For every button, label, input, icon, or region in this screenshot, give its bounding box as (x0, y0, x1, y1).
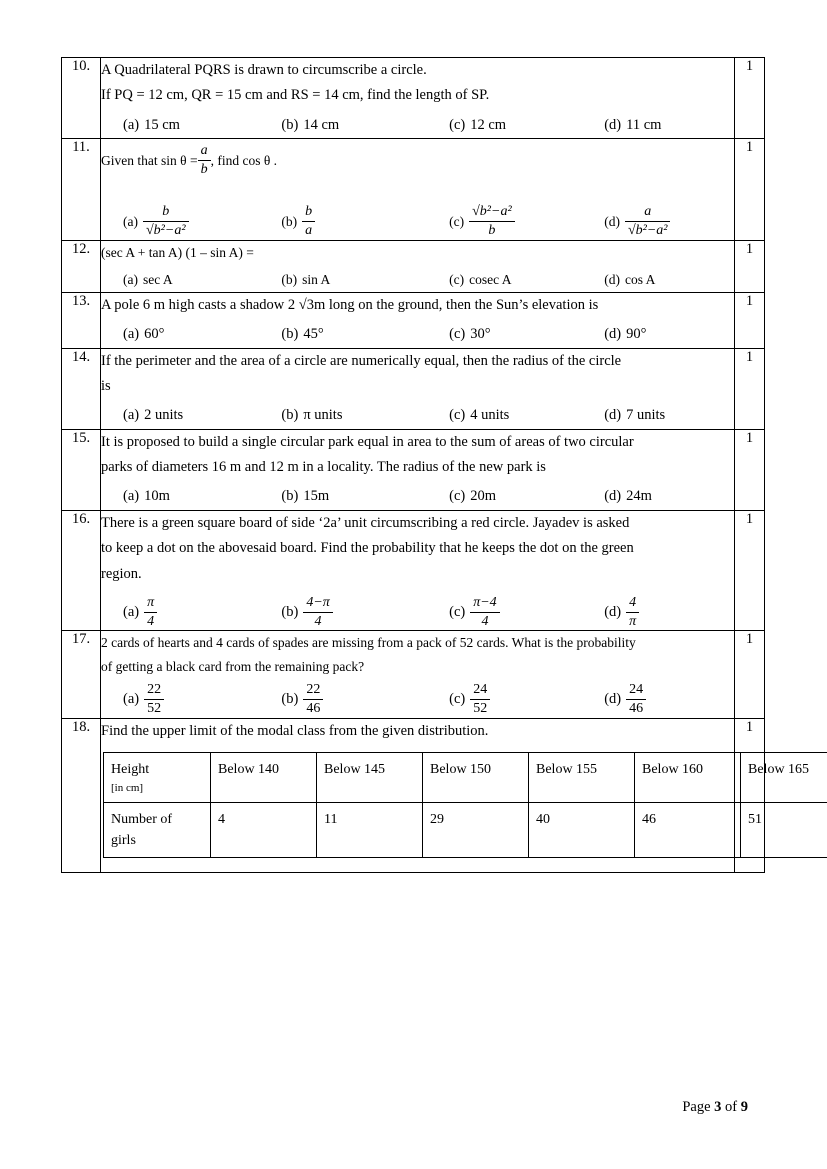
fraction-numerator: π (144, 595, 157, 613)
stem-suffix: , find cos θ . (210, 152, 278, 168)
fraction-numerator: 4−π (303, 595, 332, 613)
distribution-value-cell: 11 (317, 803, 423, 858)
question-stem-line: A Quadrilateral PQRS is drawn to circumscribe a circle. (101, 62, 427, 78)
distribution-header-cell: Below 160 (635, 752, 741, 803)
options-row (101, 484, 734, 509)
option-label: (c) (449, 116, 466, 133)
fraction-numerator: 22 (303, 682, 323, 700)
question-body (101, 510, 735, 630)
question-body (101, 240, 735, 292)
option-text: 15m (303, 488, 330, 505)
stem-fraction (198, 143, 211, 178)
option-label: (a) (123, 326, 140, 343)
option-text: cosec A (469, 272, 512, 288)
option-label: (c) (449, 691, 466, 708)
option-label: (c) (449, 326, 466, 343)
option-d[interactable] (604, 682, 734, 717)
option-c[interactable] (449, 113, 604, 138)
question-row-14 (62, 348, 765, 429)
option-label: (d) (604, 603, 622, 620)
question-marks: 1 (735, 510, 765, 630)
option-fraction (303, 682, 323, 717)
question-number: 11. (62, 139, 101, 240)
distribution-header-row (104, 752, 827, 803)
option-label: (b) (281, 272, 298, 288)
option-d[interactable] (604, 403, 734, 428)
option-fraction (626, 595, 639, 630)
option-a[interactable] (101, 204, 281, 239)
distribution-value-cell: 46 (635, 803, 741, 858)
option-b[interactable] (281, 682, 449, 717)
option-fraction (469, 204, 515, 239)
question-stem-line: is (101, 377, 111, 394)
distribution-header-cell: Below 140 (211, 752, 317, 803)
row-header-line1: Number of (111, 812, 173, 828)
option-c[interactable] (449, 322, 604, 347)
option-d[interactable] (604, 484, 734, 509)
footer-total-pages: 9 (740, 1099, 748, 1115)
option-fraction (143, 204, 189, 239)
option-c[interactable] (449, 595, 604, 630)
question-body (101, 348, 735, 429)
option-label: (d) (604, 116, 622, 133)
option-b[interactable] (281, 403, 449, 428)
question-body (101, 58, 735, 139)
option-label: (d) (604, 214, 620, 230)
option-a[interactable] (101, 403, 281, 428)
option-d[interactable] (604, 322, 734, 347)
option-label: (a) (123, 116, 140, 133)
option-label: (b) (281, 603, 299, 620)
option-label: (d) (604, 488, 622, 505)
fraction-denominator: √b²−a² (627, 223, 668, 239)
question-row-18 (62, 718, 765, 873)
distribution-value-cell: 29 (423, 803, 529, 858)
option-d[interactable] (604, 113, 734, 138)
option-text: cos A (624, 272, 656, 288)
fraction-denominator: 46 (629, 701, 644, 717)
question-stem-line: of getting a black card from the remaining pack? (101, 658, 365, 674)
option-b[interactable] (281, 268, 449, 292)
option-b[interactable] (281, 113, 449, 138)
option-fraction (144, 682, 164, 717)
fraction-numerator: √b²−a² (469, 204, 515, 222)
question-row-12 (62, 240, 765, 292)
option-c[interactable] (449, 682, 604, 717)
option-d[interactable] (604, 204, 734, 239)
option-label: (a) (123, 272, 138, 288)
option-text: 7 units (626, 407, 666, 424)
fraction-denominator: 52 (147, 701, 162, 717)
option-label: (a) (123, 603, 140, 620)
option-label: (c) (449, 603, 466, 620)
distribution-header-cell: Below 145 (317, 752, 423, 803)
question-stem-line: 2 cards of hearts and 4 cards of spades are missing from a pack of 52 cards. What is the probability (101, 635, 636, 651)
option-label: (c) (449, 272, 465, 288)
fraction-numerator: 22 (144, 682, 164, 700)
question-stem-line: A pole 6 m high casts a shadow 2 √3m long on the ground, then the Sun’s elevation is (101, 296, 599, 313)
option-fraction (303, 595, 332, 630)
option-d[interactable] (604, 268, 734, 292)
question-marks: 1 (735, 58, 765, 139)
option-label: (a) (123, 214, 138, 230)
question-stem-line: There is a green square board of side ‘2a’ unit circumscribing a red circle. Jayadev is asked (101, 514, 630, 531)
footer-page-number: 3 (714, 1099, 722, 1115)
question-stem-line: (sec A + tan A) (1 – sin A) = (101, 244, 254, 260)
option-fraction (144, 595, 157, 630)
distribution-value-cell: 40 (529, 803, 635, 858)
options-row (101, 595, 734, 630)
question-number: 13. (62, 292, 101, 348)
distribution-table (103, 752, 827, 859)
option-fraction (626, 682, 646, 717)
fraction-denominator: π (629, 613, 637, 629)
distribution-row-header (104, 803, 211, 858)
option-label: (a) (123, 407, 140, 424)
options-row (101, 322, 734, 347)
option-b[interactable] (281, 484, 449, 509)
page-footer (682, 1099, 748, 1116)
option-label: (a) (123, 488, 140, 505)
row-header-line2: [in cm] (111, 781, 144, 794)
options-row (101, 204, 734, 239)
fraction-numerator: 24 (626, 682, 646, 700)
distribution-value-cell: 4 (211, 803, 317, 858)
question-stem-line (101, 139, 734, 180)
question-stem-line: It is proposed to build a single circular park equal in area to the sum of areas of two circular (101, 433, 634, 450)
question-marks: 1 (735, 139, 765, 240)
question-row-10 (62, 58, 765, 139)
stem-prefix: Given that sin θ = (101, 152, 198, 168)
option-text: sec A (142, 272, 173, 288)
question-row-17 (62, 631, 765, 718)
question-number: 14. (62, 348, 101, 429)
option-label: (b) (281, 326, 299, 343)
question-stem-line: If the perimeter and the area of a circle are numerically equal, then the radius of the circle (101, 352, 622, 369)
question-stem-line: parks of diameters 16 m and 12 m in a locality. The radius of the new park is (101, 459, 546, 475)
option-text: 60° (144, 326, 165, 343)
option-fraction (470, 682, 490, 717)
options-row (101, 113, 734, 138)
option-text: 90° (626, 326, 647, 343)
question-stem-line: If PQ = 12 cm, QR = 15 cm and RS = 14 cm, find the length of SP. (101, 87, 490, 104)
question-number: 16. (62, 510, 101, 630)
fraction-denominator: a (305, 223, 313, 239)
option-b[interactable] (281, 322, 449, 347)
question-row-16 (62, 510, 765, 630)
option-text: 2 units (144, 407, 184, 424)
question-stem-line: Find the upper limit of the modal class from the given distribution. (101, 722, 489, 739)
option-a[interactable] (101, 682, 281, 717)
footer-prefix: Page (682, 1099, 715, 1115)
option-text: sin A (302, 272, 331, 288)
fraction-numerator: b (302, 204, 315, 222)
option-b[interactable] (281, 204, 449, 239)
option-a[interactable] (101, 268, 281, 292)
option-text: 24m (626, 488, 652, 505)
option-a[interactable] (101, 113, 281, 138)
question-number: 10. (62, 58, 101, 139)
distribution-header-cell: Below 155 (529, 752, 635, 803)
option-c[interactable] (449, 204, 604, 239)
option-label: (b) (281, 691, 299, 708)
distribution-header-cell: Below 165 (741, 752, 827, 803)
questions-table (61, 57, 810, 873)
fraction-numerator: π−4 (470, 595, 499, 613)
option-label: (c) (449, 488, 466, 505)
footer-middle: of (721, 1099, 741, 1115)
question-marks: 1 (735, 718, 765, 873)
option-label: (b) (281, 116, 299, 133)
fraction-numerator: b (143, 204, 189, 222)
option-fraction (302, 204, 315, 239)
question-body (101, 429, 735, 510)
option-label: (d) (604, 407, 622, 424)
option-text: 20m (470, 488, 496, 505)
option-text: 14 cm (303, 116, 340, 133)
option-c[interactable] (449, 268, 604, 292)
row-header-line1: Height (111, 761, 150, 777)
option-text: π units (303, 407, 343, 424)
question-body (101, 139, 735, 240)
fraction-denominator: √b²−a² (145, 223, 186, 239)
option-label: (a) (123, 691, 140, 708)
option-d[interactable] (604, 595, 734, 630)
question-number: 18. (62, 718, 101, 873)
fraction-denominator: 4 (147, 613, 155, 629)
question-number: 15. (62, 429, 101, 510)
distribution-value-row (104, 803, 827, 858)
fraction-numerator: a (198, 143, 211, 161)
options-row (101, 268, 734, 292)
fraction-denominator: 52 (473, 701, 488, 717)
option-label: (c) (449, 214, 465, 230)
option-label: (b) (281, 214, 298, 230)
question-marks: 1 (735, 292, 765, 348)
option-c[interactable] (449, 403, 604, 428)
fraction-numerator: 4 (626, 595, 639, 613)
question-body (101, 718, 810, 873)
fraction-denominator: 46 (306, 701, 321, 717)
option-a[interactable] (101, 595, 281, 630)
options-row (101, 682, 734, 717)
question-marks: 1 (735, 348, 765, 429)
distribution-value-cell: 51 (741, 803, 827, 858)
option-fraction (625, 204, 671, 239)
fraction-denominator: 4 (481, 613, 489, 629)
option-text: 11 cm (626, 116, 662, 133)
fraction-numerator: a (625, 204, 671, 222)
option-fraction (470, 595, 499, 630)
option-label: (b) (281, 407, 299, 424)
question-number: 12. (62, 240, 101, 292)
question-row-13 (62, 292, 765, 348)
option-text: 12 cm (470, 116, 507, 133)
question-body (101, 292, 735, 348)
question-marks: 1 (735, 631, 765, 718)
question-row-11 (62, 139, 765, 240)
fraction-denominator: 4 (314, 613, 322, 629)
option-label: (c) (449, 407, 466, 424)
option-label: (d) (604, 326, 622, 343)
options-row (101, 403, 734, 428)
distribution-row-header (104, 752, 211, 803)
distribution-header-cell: Below 150 (423, 752, 529, 803)
option-text: 15 cm (144, 116, 180, 133)
option-label: (b) (281, 488, 299, 505)
question-marks: 1 (735, 240, 765, 292)
fraction-numerator: 24 (470, 682, 490, 700)
question-stem-line: region. (101, 565, 142, 582)
question-stem-line: to keep a dot on the abovesaid board. Find the probability that he keeps the dot on the green (101, 540, 634, 557)
question-marks: 1 (735, 429, 765, 510)
question-body (101, 631, 735, 718)
row-header-line2: girls (111, 833, 136, 849)
option-text: 45° (303, 326, 324, 343)
question-number: 17. (62, 631, 101, 718)
option-text: 10m (144, 488, 170, 505)
option-text: 30° (470, 326, 491, 343)
option-label: (d) (604, 691, 622, 708)
fraction-denominator: b (488, 223, 496, 239)
option-label: (d) (604, 272, 620, 288)
option-text: 4 units (470, 407, 510, 424)
option-a[interactable] (101, 484, 281, 509)
option-b[interactable] (281, 595, 449, 630)
option-c[interactable] (449, 484, 604, 509)
option-a[interactable] (101, 322, 281, 347)
question-row-15 (62, 429, 765, 510)
fraction-denominator: b (200, 162, 208, 178)
